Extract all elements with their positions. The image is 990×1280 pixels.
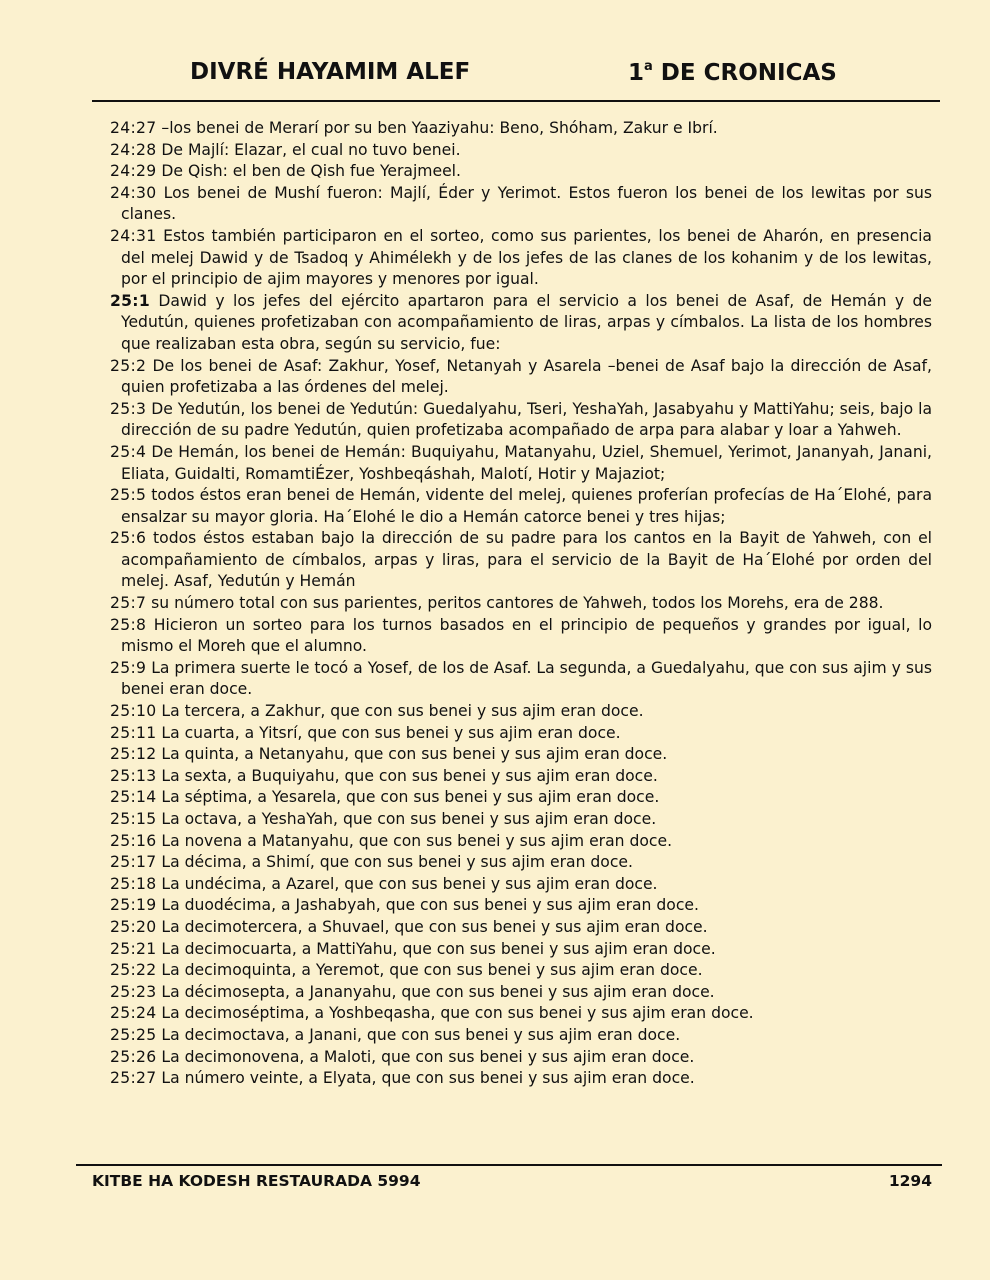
verse-reference: 25:12 (110, 745, 157, 764)
verse-text: La número veinte, a Elyata, que con sus benei y sus ajim eran doce. (156, 1069, 695, 1088)
book-subtitle (628, 59, 837, 86)
verse-reference: 25:21 (110, 939, 157, 958)
verse-text: Dawid y los jefes del ejército apartaron para el servicio a los benei de Asaf, de Hemán y de Yedutún, quienes profetizaban con acompañamiento de liras, arpas y címbalos. La lista de los hombres que realizaban esta obra, según su servicio, fue: (121, 291, 932, 353)
verse-paragraph (110, 485, 932, 528)
verse-text: La tercera, a Zakhur, que con sus benei y sus ajim eran doce. (156, 702, 644, 721)
verse-text: La quinta, a Netanyahu, que con sus benei y sus ajim eran doce. (156, 745, 668, 764)
verse-text: Hicieron un sorteo para los turnos basados en el principio de pequeños y grandes por igual, lo mismo el Moreh que el alumno. (121, 615, 932, 656)
verse-reference: 25:17 (110, 853, 157, 872)
verse-text: La decimotercera, a Shuvael, que con sus benei y sus ajim eran doce. (156, 917, 708, 936)
verse-text: La décimosepta, a Jananyahu, que con sus benei y sus ajim eran doce. (156, 982, 715, 1001)
verse-text: La undécima, a Azarel, que con sus benei y sus ajim eran doce. (156, 874, 658, 893)
verse-reference: 25:26 (110, 1047, 157, 1066)
verse-reference: 25:23 (110, 982, 157, 1001)
subtitle-ordinal: a (644, 59, 653, 74)
verse-text: De Qish: el ben de Qish fue Yerajmeel. (156, 162, 461, 181)
verse-text: La cuarta, a Yitsrí, que con sus benei y sus ajim eran doce. (156, 723, 621, 742)
verse-text: De Hemán, los benei de Hemán: Buquiyahu, Matanyahu, Uziel, Shemuel, Yerimot, Jananyah, Janani, Eliata, Guidalti, RomamtiÉzer, Yoshbeqáshah, Malotí, Hotir y Majaziot; (121, 442, 932, 483)
verse-paragraph (110, 960, 932, 982)
verse-reference: 25:9 (110, 658, 147, 677)
page-footer (92, 1170, 932, 1194)
verse-text: La séptima, a Yesarela, que con sus benei y sus ajim eran doce. (156, 788, 660, 807)
verse-paragraph (110, 939, 932, 961)
verse-reference: 25:1 (110, 291, 150, 310)
verse-text: La décima, a Shimí, que con sus benei y sus ajim eran doce. (156, 853, 633, 872)
verse-text: todos éstos eran benei de Hemán, vidente del melej, quienes proferían profecías de Ha´Elohé, para ensalzar su mayor gloria. Ha´Elohé le dio a Hemán catorce benei y tres hijas; (121, 486, 932, 526)
verse-text: La decimoctava, a Janani, que con sus benei y sus ajim eran doce. (156, 1025, 681, 1044)
verse-paragraph (110, 1003, 932, 1025)
verse-text: –los benei de Merarí por su ben Yaaziyahu: Beno, Shóham, Zakur e Ibrí. (156, 119, 718, 137)
verse-reference: 24:28 (110, 140, 157, 159)
verse-reference: 25:8 (110, 615, 147, 634)
page-header (92, 57, 940, 97)
verse-text: su número total con sus parientes, peritos cantores de Yahweh, todos los Morehs, era de 288. (146, 594, 884, 613)
verse-reference: 25:19 (110, 896, 157, 915)
footer-title: KITBE HA KODESH RESTAURADA 5994 (92, 1172, 421, 1190)
verse-paragraph (110, 787, 932, 809)
verse-reference: 25:7 (110, 594, 147, 613)
verse-paragraph (110, 615, 932, 658)
verse-text: La octava, a YeshaYah, que con sus benei y sus ajim eran doce. (156, 810, 657, 828)
verse-paragraph (110, 183, 932, 226)
subtitle-number: 1 (628, 60, 645, 86)
verse-paragraph (110, 593, 932, 615)
book-title: DIVRÉ HAYAMIM ALEF (190, 59, 471, 85)
verse-reference: 25:15 (110, 810, 157, 828)
verse-text: La decimoséptima, a Yoshbeqasha, que con sus benei y sus ajim eran doce. (156, 1004, 754, 1023)
verse-paragraph (110, 1068, 932, 1090)
verse-paragraph (110, 226, 932, 291)
verse-paragraph (110, 1025, 932, 1047)
footer-divider (76, 1164, 942, 1166)
verse-paragraph (110, 917, 932, 939)
verse-text: La decimoquinta, a Yeremot, que con sus benei y sus ajim eran doce. (156, 961, 703, 980)
verse-text: Los benei de Mushí fueron: Majlí, Éder y Yerimot. Estos fueron los benei de los lewitas por sus clanes. (121, 183, 932, 224)
verse-reference: 25:14 (110, 788, 157, 807)
verse-list (110, 118, 932, 1090)
verse-paragraph (110, 831, 932, 853)
verse-reference: 25:25 (110, 1025, 157, 1044)
verse-text: La novena a Matanyahu, que con sus benei y sus ajim eran doce. (156, 831, 673, 850)
verse-reference: 24:27 (110, 119, 157, 137)
verse-text: La primera suerte le tocó a Yosef, de los de Asaf. La segunda, a Guedalyahu, que con sus ajim y sus benei eran doce. (121, 658, 932, 699)
verse-text: Estos también participaron en el sorteo, como sus parientes, los benei de Aharón, en presencia del melej Dawid y de Tsadoq y Ahimélekh y de los jefes de las clanes de los kohanim y de los lewitas, por el principio de ajim mayores y menores por igual. (121, 226, 932, 289)
verse-paragraph (110, 399, 932, 442)
verse-reference: 24:31 (110, 226, 157, 245)
verse-text: todos éstos estaban bajo la dirección de su padre para los cantos en la Bayit de Yahweh, con el acompañamiento de címbalos, arpas y liras, para el servicio de la Bayit de Ha´Elohé por orden del melej. Asaf, Yedutún y Hemán (121, 529, 932, 591)
verse-paragraph (110, 161, 932, 183)
verse-reference: 25:6 (110, 529, 147, 548)
verse-reference: 25:16 (110, 831, 157, 850)
verse-paragraph (110, 723, 932, 745)
verse-paragraph (110, 658, 932, 701)
page-number: 1294 (888, 1172, 932, 1190)
verse-text: De Majlí: Elazar, el cual no tuvo benei. (156, 140, 461, 159)
verse-reference: 25:22 (110, 961, 157, 980)
verse-reference: 25:10 (110, 702, 157, 721)
verse-reference: 25:3 (110, 399, 147, 418)
verse-paragraph (110, 852, 932, 874)
verse-paragraph (110, 895, 932, 917)
verse-reference: 25:20 (110, 917, 157, 936)
header-divider (92, 100, 940, 102)
verse-paragraph (110, 982, 932, 1004)
verse-paragraph (110, 809, 932, 831)
verse-text: De Yedutún, los benei de Yedutún: Guedalyahu, Tseri, YeshaYah, Jasabyahu y MattiYahu; seis, bajo la dirección de su padre Yedutún, quien profetizaba acompañado de arpa para alabar y loar a Yahweh. (121, 399, 932, 440)
verse-reference: 25:4 (110, 442, 147, 461)
verse-paragraph (110, 442, 932, 485)
verse-reference: 25:27 (110, 1069, 157, 1088)
verse-text: La decimonovena, a Maloti, que con sus benei y sus ajim eran doce. (156, 1047, 695, 1066)
verse-paragraph (110, 291, 932, 356)
verse-paragraph (110, 766, 932, 788)
verse-text: La sexta, a Buquiyahu, que con sus benei y sus ajim eran doce. (156, 766, 658, 785)
verse-reference: 25:13 (110, 766, 157, 785)
verse-reference: 25:2 (110, 356, 147, 375)
verse-paragraph (110, 356, 932, 399)
verse-reference: 25:11 (110, 723, 157, 742)
verse-reference: 25:24 (110, 1004, 157, 1023)
verse-paragraph (110, 1047, 932, 1069)
subtitle-text: DE CRONICAS (652, 60, 837, 86)
verse-reference: 25:5 (110, 486, 147, 505)
verse-reference: 24:29 (110, 162, 157, 181)
verse-paragraph (110, 744, 932, 766)
verse-reference: 24:30 (110, 183, 157, 202)
verse-paragraph (110, 118, 932, 140)
verse-text: De los benei de Asaf: Zakhur, Yosef, Netanyah y Asarela –benei de Asaf bajo la dirección de Asaf, quien profetizaba a las órdenes del melej. (121, 356, 932, 397)
verse-paragraph (110, 874, 932, 896)
verse-paragraph (110, 528, 932, 593)
verse-text: La duodécima, a Jashabyah, que con sus benei y sus ajim eran doce. (156, 896, 699, 915)
verse-text: La decimocuarta, a MattiYahu, que con sus benei y sus ajim eran doce. (156, 939, 716, 958)
verse-paragraph (110, 701, 932, 723)
verse-reference: 25:18 (110, 874, 157, 893)
verse-paragraph (110, 140, 932, 162)
